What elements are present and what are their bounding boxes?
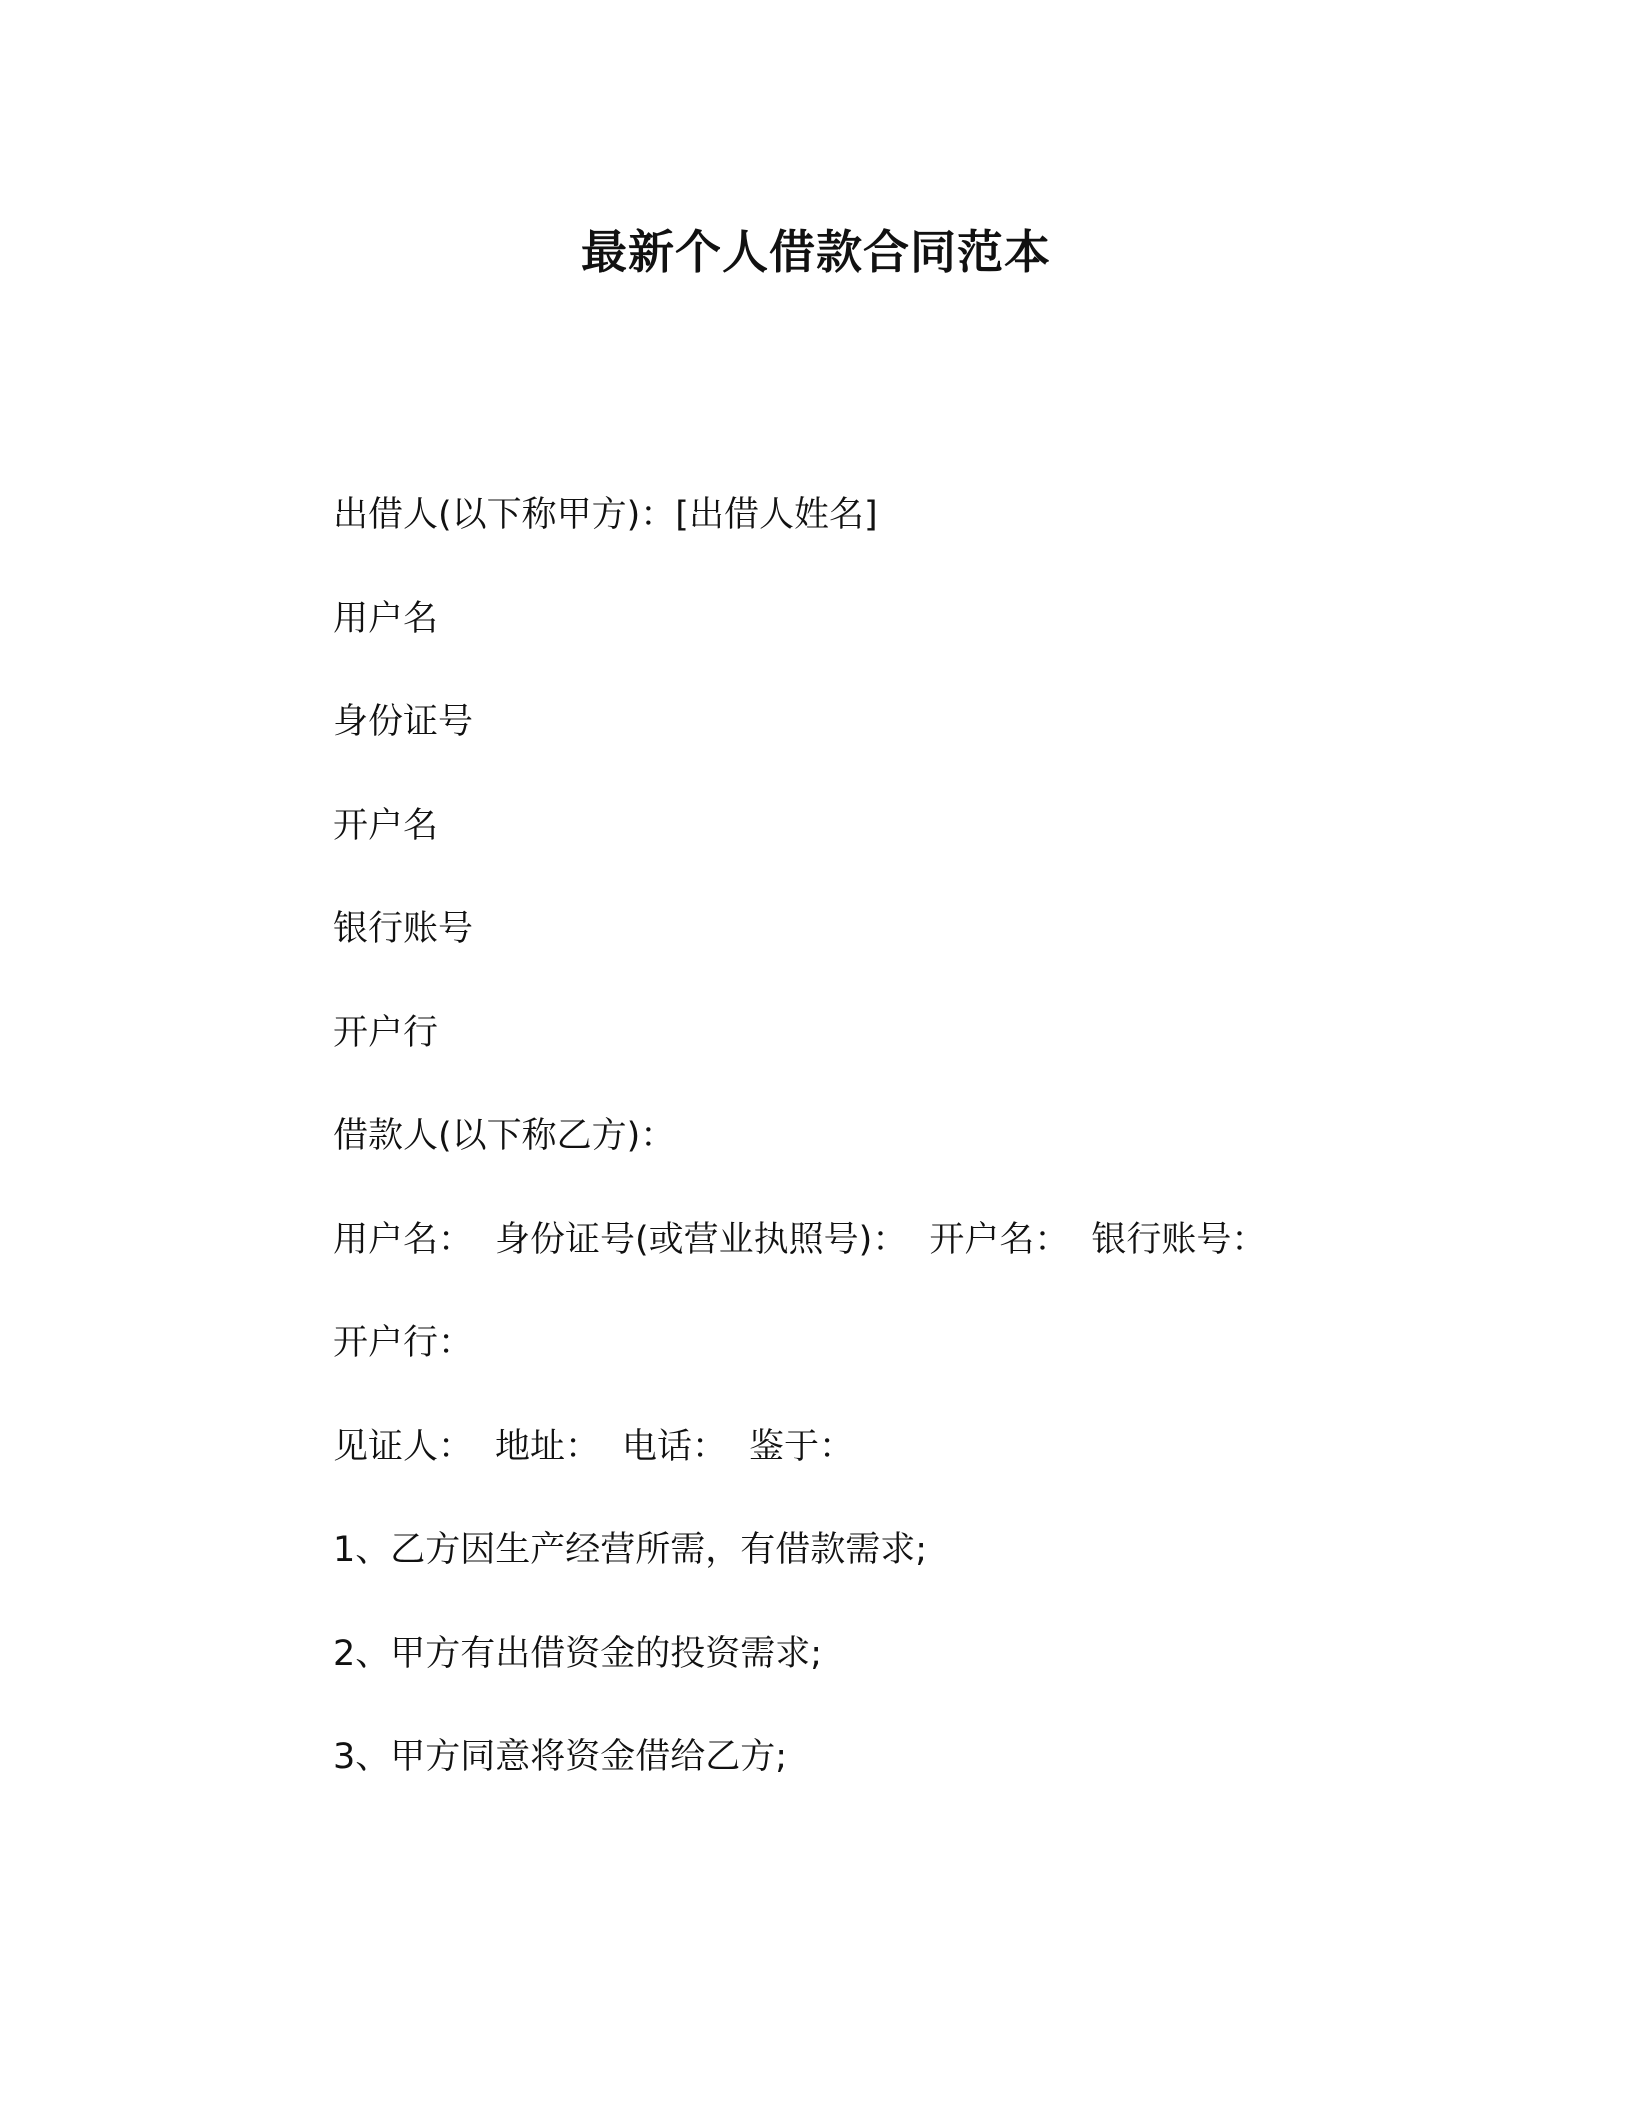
borrower-id-label: 身份证号(或营业执照号)： [495,1219,908,1260]
witness-label: 见证人： [333,1426,474,1467]
witness-address-label: 地址： [495,1426,601,1467]
lender-username: 用户名 [333,598,439,639]
borrower-bank: 开户行： [333,1323,474,1363]
lender-bank-account: 银行账号 [333,909,474,949]
whereas-label: 鉴于： [749,1426,855,1467]
borrower-bank-account-label: 银行账号： [1091,1219,1267,1260]
lender-id-number: 身份证号 [333,702,474,742]
document-title: 最新个人借款合同范本 [581,225,1051,279]
recital-item: 2、甲方有出借资金的投资需求; [333,1633,823,1674]
borrower-username-label: 用户名： [333,1219,474,1260]
lender-header: 出借人(以下称甲方)：[出借人姓名] [333,495,878,535]
recital-item: 1、乙方因生产经营所需，有借款需求; [333,1530,928,1570]
witness-phone-label: 电话： [622,1426,728,1467]
borrower-account-name-label: 开户名： [929,1219,1070,1260]
borrower-fields [333,1215,1383,1265]
lender-bank: 开户行 [333,1012,439,1053]
lender-account-name: 开户名 [333,805,439,846]
recital-item: 3、甲方同意将资金借给乙方; [333,1737,788,1777]
document-body [333,490,1383,1836]
witness-fields [333,1422,1383,1472]
borrower-header: 借款人(以下称乙方)： [333,1116,676,1156]
